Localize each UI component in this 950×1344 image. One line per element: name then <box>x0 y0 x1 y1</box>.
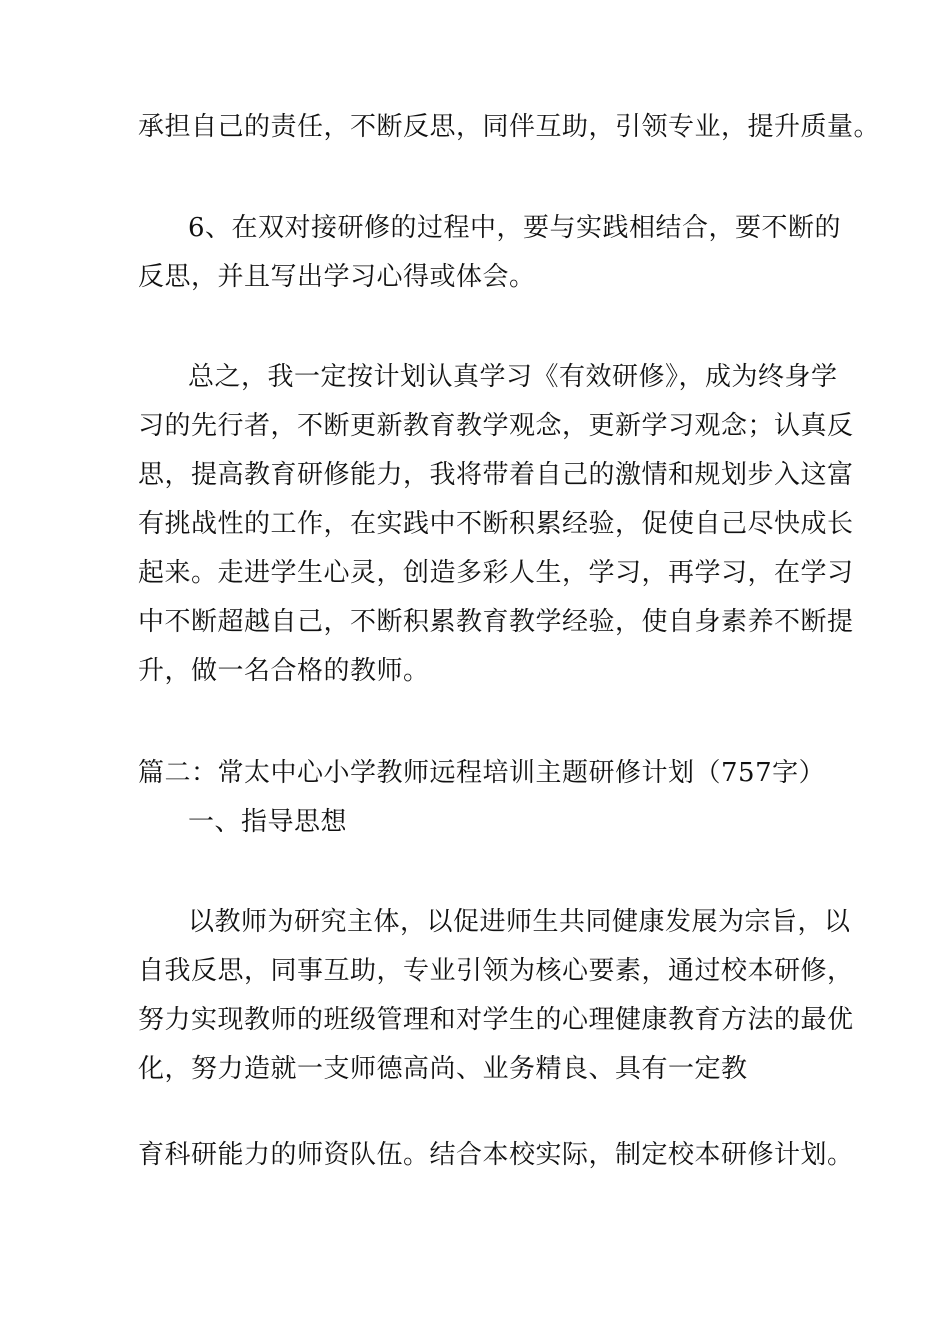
paragraph-line: 反思，并且写出学习心得或体会。 <box>138 262 536 292</box>
paragraph-line: 总之，我一定按计划认真学习《有效研修》，成为终身学 <box>188 362 838 392</box>
paragraph-line: 思，提高教育研修能力，我将带着自己的激情和规划步入这富 <box>138 460 854 490</box>
paragraph-line: 中不断超越自己，不断积累教育教学经验，使自身素养不断提 <box>138 607 854 637</box>
paragraph-line: 自我反思，同事互助，专业引领为核心要素，通过校本研修， <box>138 956 854 986</box>
paragraph-line: 努力实现教师的班级管理和对学生的心理健康教育方法的最优 <box>138 1005 854 1035</box>
paragraph-line: 起来。走进学生心灵，创造多彩人生，学习，再学习，在学习 <box>138 558 854 588</box>
paragraph-line: 6、在双对接研修的过程中，要与实践相结合，要不断的 <box>188 213 842 243</box>
paragraph-line: 习的先行者，不断更新教育教学观念，更新学习观念；认真反 <box>138 411 854 441</box>
subsection-heading: 一、指导思想 <box>188 807 348 837</box>
paragraph-line: 升，做一名合格的教师。 <box>138 656 430 686</box>
paragraph-line: 以教师为研究主体，以促进师生共同健康发展为宗旨，以 <box>188 907 851 937</box>
paragraph-line: 有挑战性的工作，在实践中不断积累经验，促使自己尽快成长 <box>138 509 854 539</box>
paragraph-line: 育科研能力的师资队伍。结合本校实际，制定校本研修计划。 <box>138 1140 854 1170</box>
paragraph-line: 化，努力造就一支师德高尚、业务精良、具有一定教 <box>138 1054 748 1084</box>
section-heading: 篇二：常太中心小学教师远程培训主题研修计划（757字） <box>138 758 826 788</box>
paragraph-line: 承担自己的责任，不断反思，同伴互助，引领专业，提升质量。 <box>138 112 881 142</box>
